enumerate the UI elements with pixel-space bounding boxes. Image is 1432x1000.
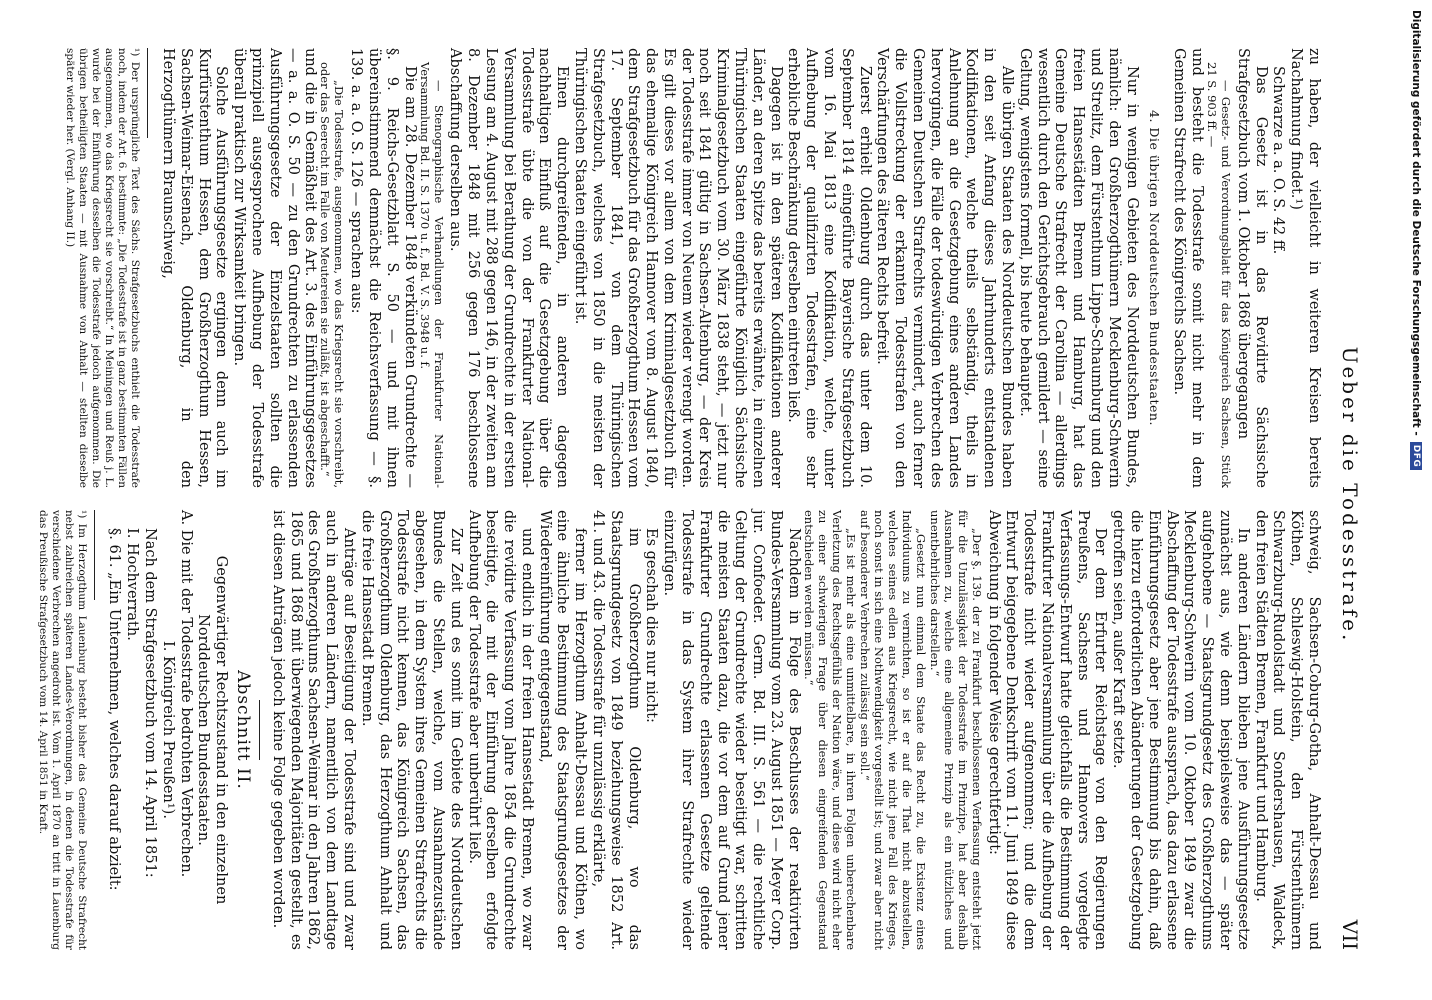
right-column <box>36 510 1322 950</box>
credit-text: Digitalisierung gefördert durch die Deutsche Forschungsgemeinschaft - <box>1410 10 1422 436</box>
quotation: „Gesetzt nun einmal dem Staate das Recht zu, die Existenz eines Individuums zu vernichten, so ist er auf die That nicht abzustellen, welches seines edlen aus Kriegsrecht, wie nicht jene Fall des Krieges, noch sonst in sich eine Nothwendigkeit vorgestellt ist; und zwar aber nicht auf besonderer Verbrechen zulässig sein soll.“ <box>857 510 928 950</box>
paragraph: Solche Ausführungsgesetze ergingen denn auch im Kurfürstenthum Hessen, dem Großherzogthum Hessen, Sachsen-Weimar-Eisenach, Oldenburg, in den Herzogthümern Braunschweig, <box>159 48 230 488</box>
quotation: „Die Todesstrafe, ausgenommen, wo das Kriegsrecht sie vorschreibt, oder das Seerecht im Falle von Meutereien sie zuläßt, ist abgeschafft.“ <box>318 62 347 488</box>
paragraph: Das Gesetz ist in das Revidirte Sächsische Strafgesetzbuch vom 1. Oktober 1868 übergegangen <box>1234 48 1269 488</box>
paragraph: Alle übrigen Staaten des Norddeutschen Bundes haben in den seit Anfang dieses Jahrhunderts entstandenen Kodifikationen, welche theils selbständig, theils in Anlehnung an die Gesetzgebung eines anderen Landes hervorgingen, die Fälle der todeswürdigen Verbrechen des Gemeinen Deutschen Strafrechts vermindert, auch ferner die Vollstreckung der erkannten Todesstrafen von den Verschärfungen des älteren Rechts befreit. <box>874 48 1016 488</box>
footnote-divider <box>94 510 95 600</box>
paragraph: Nur in wenigen Gebieten des Norddeutschen Bundes, nämlich: den Großherzogthümern Mecklenburg-Schwerin und Strelitz, dem Fürstenthum Lippe-Schaumburg und den freien Hansestädten Bremen und Hamburg, hat das Gemeine Deutsche Strafrecht der Carolina — allerdings wesentlich durch den Gerichtsgebrauch gemildert — seine Geltung, wenigstens formell, bis heute behauptet. <box>1016 48 1140 488</box>
paragraph: und die in Gemäßheit des Art. 3. des Einführungsgesetzes — a. a. O. S. 50 — zu den Grundrechten zu erlassenden Ausführungsgesetze der Einzelstaaten sollten die prinzipiell ausgesprochene Aufhebung der Todesstrafe überall praktisch zur Wirksamkeit bringen. <box>231 48 319 488</box>
paragraph: und endlich in der freien Hansestadt Bremen, wo zwar die revidirte Verfassung vom Jahre 1854 die Grundrechte beseitigte, die mit der Einführung derselben erfolgte Aufhebung der Todesstrafe aber unberührt ließ. <box>465 510 535 950</box>
paragraph: zu haben, der vielleicht in weiteren Kreisen bereits Nachahmung findet.¹) <box>1288 48 1322 488</box>
paragraph: und besteht die Todesstrafe somit nicht mehr in dem Gemeinen Strafrecht des Königreichs Sachsen. <box>1171 48 1206 488</box>
citation: — Stenographische Verhandlungen der Frankfurter National-Versammlung Bd. II. S. 1370 u. f., Bd. V. S. 3948 u. f. <box>417 62 446 488</box>
left-column <box>64 48 1322 488</box>
subsection-heading: A. Die mit der Todesstrafe bedrohten Verbrechen. <box>177 510 194 878</box>
section-title: Abschnitt II. <box>232 670 253 790</box>
paragraph: Der dem Erfurter Reichstage von den Regierungen Preußens, Sachsens und Hannovers vorgelegte Verfassungs-Entwurf hatte gleichfalls die Bestimmung der Frankfurter Nationalversammlung über die Aufhebung der Todesstrafe nicht wieder aufgenommen; und die dem Entwurf beigegebene Denkschrift vom 11. Juni 1849 diese Abweichung in folgender Weise gerechtfertigt: <box>985 510 1109 950</box>
paragraph: Dagegen ist in den späteren Kodifikationen anderer Länder, an deren Spitze das bereits erwähnte, in einzelnen Thüringischen Staaten eingeführte Königlich Sächsische Kriminalgesetzbuch vom 30. März 1838 steht, — jetzt nur noch seit 1841 gültig in Sachsen-Altenburg, — der Kreis der Todesstrafe immer von Neuem wieder verengt worden. Es gilt dieses vor allem von dem Kriminalgesetzbuch für das ehemalige Königreich Hannover vom 8. August 1840, dem Strafgesetzbuch für das Großherzogthum Hessen vom 17. September 1841, von dem Thüringischen Strafgesetzbuch, welches von 1850 in die meisten der Thüringischen Staaten eingeführt ist. <box>571 48 784 488</box>
page-header <box>1332 40 1362 950</box>
footnote: ¹) Der ursprüngliche Text des Sächs. Strafgesetzbuchs enthielt die Todesstrafe noch, indem der Art. 6. bestimmte: „Die Todesstrafe ist in ganz bestimmten Fällen ausgenommen, wo das Kriegsrecht sie vorschreibt.“ In Meiningen und Reuß j. L. wurde bei der Einführung desselben die Todesstrafe jedoch aufgenommen. Die übrigen betheiligten Staaten — mit Ausnahme von Anhalt — stellten dieselbe später wieder her. (Vergl. Anhang II.) <box>64 48 142 488</box>
paragraph: Schwarze a. a. O. S. 42 ff. <box>1270 66 1287 255</box>
paragraph: Einen durchgreifenden, in anderen dagegen nachhaltigen Einfluß auf die Gesetzgebung über die Todesstrafe übte die von der Frankfurter National-Versammlung bei Berathung der Grundrechte in der ersten Lesung am 4. August mit 288 gegen 146, in der zweiten am 8. Dezember 1848 mit 256 gegen 176 beschlossene Abschaffung derselben aus. <box>447 48 571 488</box>
subsection-heading: I. Königreich Preußen¹). <box>159 641 176 819</box>
page-number: VII <box>1338 919 1362 950</box>
paragraph: Zur Zeit und es somit im Gebiete des Norddeutschen Bundes die Stellen, welche, vom Ausnahmezustände abgesehen, in dem System ihres Gemeinen Strafrechts die Todesstrafe nicht kennen, das Königreich Sachsen, das Großherzogthum Oldenburg, das Herzogthum Anhalt und die freie Hansestadt Bremen. <box>358 510 464 950</box>
paragraph: schweig, Sachsen-Coburg-Gotha, Anhalt-Dessau und Köthen, Schleswig-Holstein, den Fürstenthümern Schwarzburg-Rudolstadt und Sondershausen, Waldeck, den freien Städten Bremen, Frankfurt und Hamburg. <box>1252 510 1322 950</box>
footnote-divider <box>147 48 148 138</box>
section-divider <box>259 700 260 760</box>
paragraph: Anträge auf Beseitigung der Todesstrafe sind und zwar auch in anderen Ländern, namentlich von dem Landtage des Großherzogthums Sachsen-Weimar in den Jahren 1862, 1865 und 1868 mit überwiegenden Majoritäten gestellt, es ist diesen Anträgen jedoch keine Folge gegeben worden. <box>269 510 357 950</box>
paragraph: ferner im Herzogthum Anhalt-Dessau und Köthen, wo eine ähnliche Bestimmung des Staatsgrundgesetzes der Wiedereinführung entgegenstand, <box>536 510 589 950</box>
digitization-credit <box>1410 10 1422 990</box>
footnote: ¹) Im Herzogthum Lauenburg besteht bisher das Gemeine Deutsche Strafrecht nebst zahlreichen späteren Landes-Verordnungen, in denen die Todesstrafe für verschiedene Verbrechen angedroht ist. Vom 1. April 1870 an tritt in Lauenburg das Preußische Strafgesetzbuch vom 14. April 1851 in Kraft. <box>36 510 88 950</box>
paragraph: In anderen Ländern blieben jene Ausführungsgesetze zunächst aus, wie denn beispielsweise das — später aufgehobene — Staatsgrundgesetz des Großherzogthums Mecklenburg-Schwerin vom 10. Oktober 1849 zwar die Abschaffung der Todesstrafe aussprach, das dazu erlassene Einführungsgesetz aber jene Bestimmung bis dahin, daß die hierzu erforderlichen Abänderungen der Gesetzgebung getroffen seien, außer Kraft setzte. <box>1110 510 1251 950</box>
section-heading: 4. Die übrigen Norddeutschen Bundesstaaten. <box>1147 110 1163 426</box>
paragraph: Die am 28. Dezember 1848 verkündeten Grundrechte — §. 9. Reichs-Gesetzblatt S. 50 — und mit ihnen übereinstimmend demnächst die Reichsverfassung — §. 139. a. a. O. S. 126 — sprachen aus: <box>348 48 418 488</box>
paragraph: Nach dem Strafgesetzbuch vom 14. April 1851: <box>141 528 158 878</box>
dfg-logo: DFG <box>1410 442 1422 471</box>
paragraph: §. 61. „Ein Unternehmen, welches darauf abzielt: <box>106 528 123 891</box>
paragraph: im Großherzogthum Oldenburg, wo das Staatsgrundgesetz von 1849 beziehungsweise 1852 Art. 41. und 43. die Todesstrafe für unzulässig erklärte, <box>590 510 642 950</box>
quotation: „Es ist mehr als eine unmittelbare, in ihren Folgen unberechenbare Verletzung des Rechtsgefühls der Nation wäre, und diese wird nicht eher zu einer schwierigen Frage über diesen eingreifenden Gegenstand entschieden werden müssen.“ <box>801 510 858 950</box>
paragraph: Es geschah dies nur nicht: <box>643 528 660 723</box>
paragraph: Nachdem in Folge des Beschlusses der reaktivirten Bundes-Versammlung vom 23. August 1851 — Meyer Corp. jur. Confoeder. Germ. Bd. III. S. 561 — die rechtliche Geltung der Grundrechte wieder beseitigt war, schritten die meisten Staaten dazu, die vor dem auf Grund jener Frankfurter Grundrechte erlassenen Gesetze geltende Todesstrafe in das System ihrer Strafrechte wieder einzufügen. <box>661 510 802 950</box>
citation: — Gesetz- und Verordnungsblatt für das Königreich Sachsen, Stück 21 S. 903 ff. — <box>1205 62 1234 488</box>
section-subtitle: Gegenwärtiger Rechtszustand in den einzelnen Norddeutschen Bundesstaaten. <box>195 555 230 905</box>
page-title: Ueber die Todesstrafe. <box>1338 346 1362 644</box>
paragraph: Zuerst erhielt Oldenburg durch das unter dem 10. September 1814 eingeführte Bayerische Strafgesetzbuch vom 16. Mai 1813 eine Kodifikation, welche, unter Aufhebung der qualifizirten Todesstrafen, eine sehr erhebliche Beschränkung derselben eintreten ließ. <box>785 48 873 488</box>
paragraph: I. Hochverrath. <box>124 528 141 641</box>
quotation: „Der §. 139. der zu Frankfurt beschlossenen Verfassung entsteht jetzt für die Unzulässigkeit der Todesstrafe im Prinzipe, hat aber deshalb Ausnahmen zu, welche eine allgemeine Prinzip als ein nützliches und unentbehrliches darstellen.“ <box>927 510 984 950</box>
